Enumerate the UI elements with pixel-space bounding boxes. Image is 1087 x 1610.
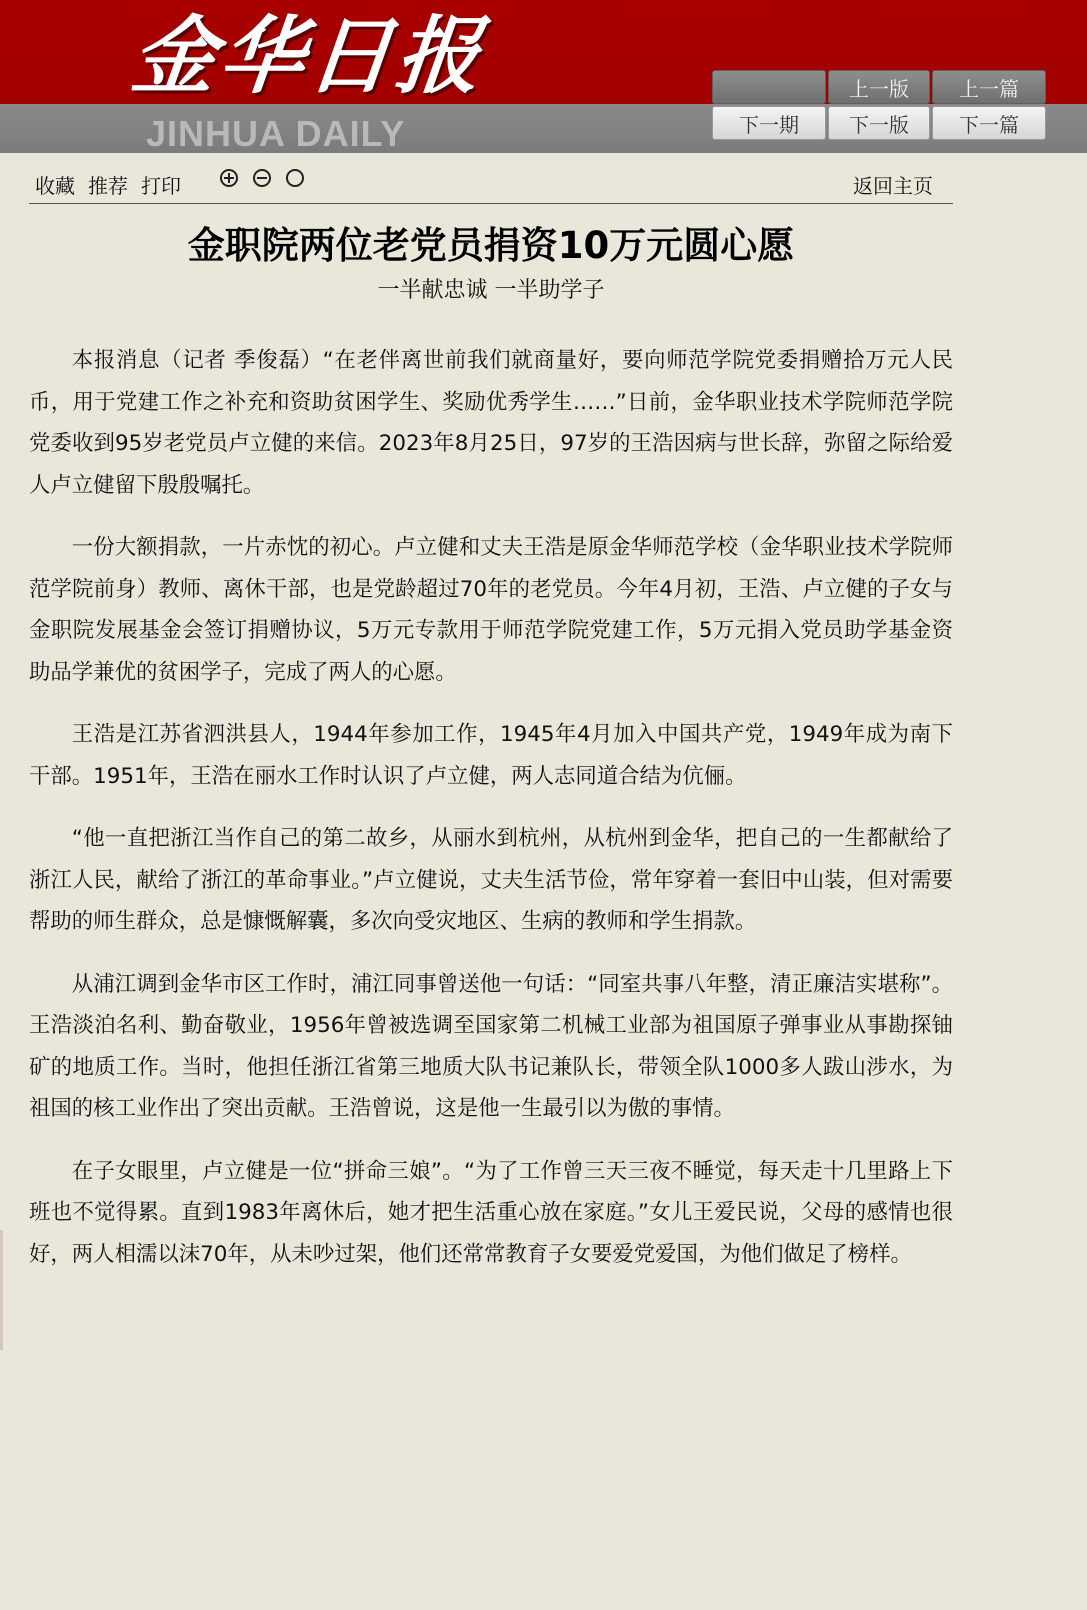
zoom-out-icon[interactable] xyxy=(253,169,271,187)
article-paragraph: 从浦江调到金华市区工作时，浦江同事曾送他一句话：“同室共事八年整，清正廉洁实堪称”。王浩淡泊名利、勤奋敬业，1956年曾被选调至国家第二机械工业部为祖国原子弹事业从事勘探铀矿的地质工作。当时，他担任浙江省第三地质大队书记兼队长，带领全队1000多人跋山涉水，为祖国的核工业作出了突出贡献。王浩曾说，这是他一生最引以为傲的事情。 xyxy=(29,971,953,1121)
favorite-link[interactable]: 收藏 xyxy=(35,176,75,198)
print-link[interactable]: 打印 xyxy=(141,176,181,198)
prev-article-button[interactable]: 上一篇 xyxy=(932,70,1046,104)
article-paragraph: 王浩是江苏省泗洪县人，1944年参加工作，1945年4月加入中国共产党，1949年成为南下干部。1951年，王浩在丽水工作时认识了卢立健，两人志同道合结为伉俪。 xyxy=(29,722,953,789)
zoom-reset-icon[interactable] xyxy=(286,169,304,187)
nav-blank-button xyxy=(712,70,826,104)
newspaper-logo-english: JINHUA DAILY xyxy=(146,113,406,153)
newspaper-logo: 金华日报 xyxy=(126,6,490,105)
next-page-button[interactable]: 下一版 xyxy=(828,106,930,140)
article-paragraph: 在子女眼里，卢立健是一位“拼命三娘”。“为了工作曾三天三夜不睡觉，每天走十几里路上下班也不觉得累。直到1983年离休后，她才把生活重心放在家庭。”女儿王爱民说，父母的感情也很好，两人相濡以沫70年，从未吵过架，他们还常常教育子女要爱党爱国，为他们做足了榜样。 xyxy=(29,1158,953,1267)
article-title: 金职院两位老党员捐资10万元圆心愿 xyxy=(187,224,795,267)
left-edge-marker xyxy=(0,1230,3,1350)
masthead xyxy=(0,0,1087,153)
article-subtitle: 一半献忠诚 一半助学子 xyxy=(377,278,605,303)
zoom-in-icon[interactable] xyxy=(220,169,238,187)
recommend-link[interactable]: 推荐 xyxy=(88,176,128,198)
article-paragraph: 一份大额捐款，一片赤忱的初心。卢立健和丈夫王浩是原金华师范学校（金华职业技术学院师范学院前身）教师、离休干部，也是党龄超过70年的老党员。今年4月初，王浩、卢立健的子女与金职院发展基金会签订捐赠协议，5万元专款用于师范学院党建工作，5万元捐入党员助学基金资助品学兼优的贫困学子，完成了两人的心愿。 xyxy=(29,535,953,685)
article-paragraph: 本报消息（记者 季俊磊）“在老伴离世前我们就商量好，要向师范学院党委捐赠拾万元人民币，用于党建工作之补充和资助贫困学生、奖励优秀学生……”日前，金华职业技术学院师范学院党委收到95岁老党员卢立健的来信。2023年8月25日，97岁的王浩因病与世长辞，弥留之际给爱人卢立健留下殷殷嘱托。 xyxy=(29,348,953,498)
article-paragraph: “他一直把浙江当作自己的第二故乡，从丽水到杭州，从杭州到金华，把自己的一生都献给了浙江人民，献给了浙江的革命事业。”卢立健说，丈夫生活节俭，常年穿着一套旧中山装，但对需要帮助的师生群众，总是慷慨解囊，多次向受灾地区、生病的教师和学生捐款。 xyxy=(29,826,953,934)
article-body xyxy=(29,340,953,1296)
next-article-button[interactable]: 下一篇 xyxy=(932,106,1046,140)
issue-navigation xyxy=(712,70,1044,140)
next-issue-button[interactable]: 下一期 xyxy=(712,106,826,140)
article-toolbar xyxy=(29,160,953,204)
prev-page-button[interactable]: 上一版 xyxy=(828,70,930,104)
home-link[interactable]: 返回主页 xyxy=(853,176,933,198)
